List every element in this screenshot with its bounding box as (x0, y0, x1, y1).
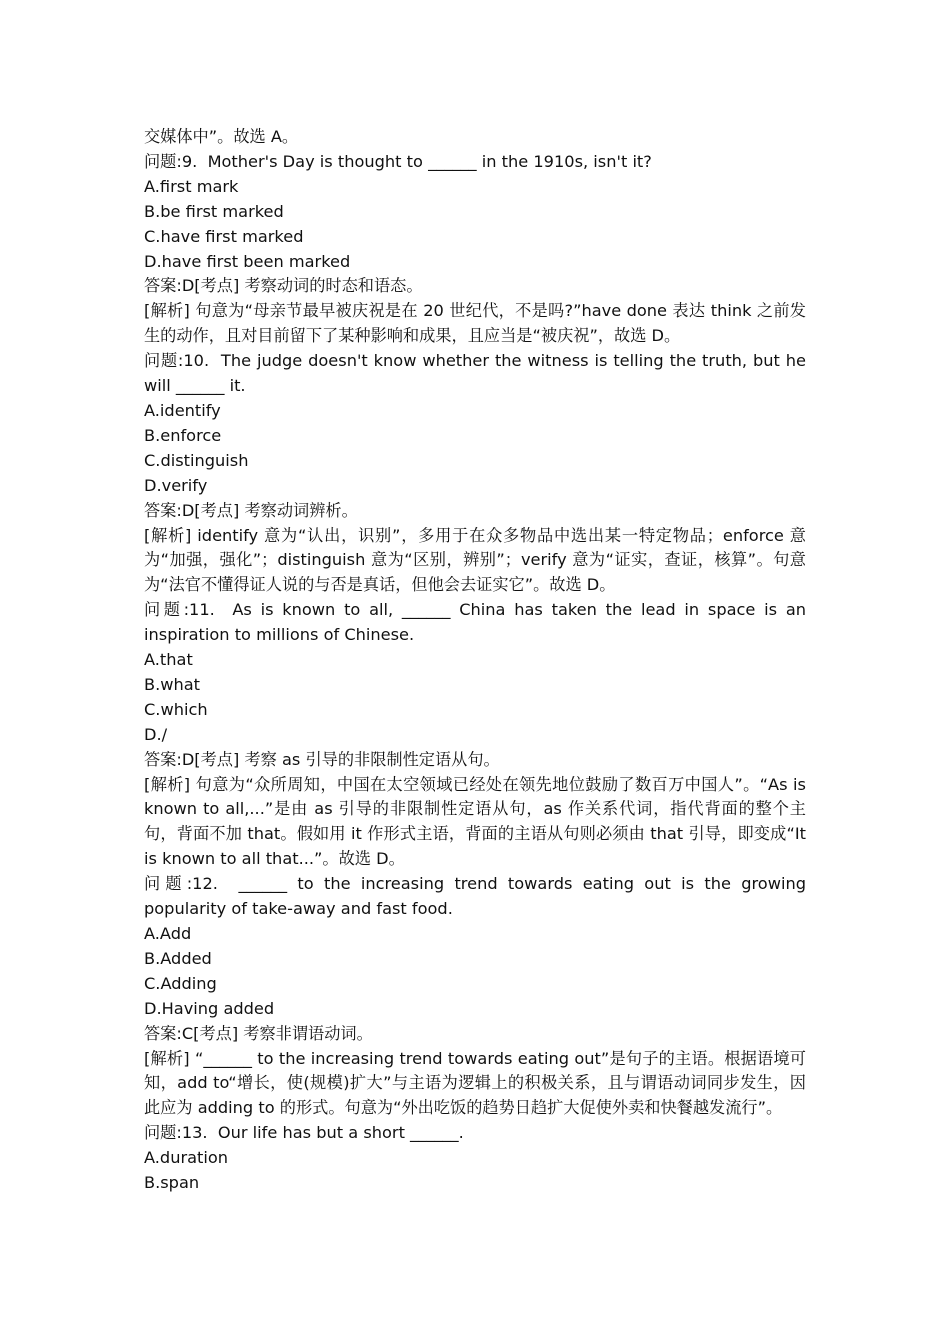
option-c: C.distinguish (144, 450, 249, 470)
analysis-12: [解析] “______ to the increasing trend towards eating out”是句子的主语。根据语境可知，add to“增长，使(规模)扩大”与主语为逻辑上的积极关系，且与谓语动词同步发生，因此应为 adding to 的形式。句意为“外出吃饭的趋势日趋扩大促使外卖和快餐越发流行”。 (144, 1048, 806, 1118)
option-a: A.first mark (144, 176, 239, 196)
analysis-9: [解析] 句意为“母亲节最早被庆祝是在 20 世纪代，不是吗?”have done 表达 think 之前发生的动作，且对目前留下了某种影响和成果，且应当是“被庆祝”，故选 D。 (144, 301, 806, 346)
option-a: A.identify (144, 400, 221, 420)
analysis-11: [解析] 句意为“众所周知，中国在太空领域已经处在领先地位鼓励了数百万中国人”。“As is known to all,...”是由 as 引导的非限制性定语从句，as 作关系代词，指代背面的整个主句，背面不加 that。假如用 it 作形式主语，背面的主语从句则必须由 that 引导，即变成“It is known to all that...”。故选 D。 (144, 774, 812, 869)
option-c: C.which (144, 699, 208, 719)
answer-9: 答案:D[考点] 考察动词的时态和语态。 (144, 276, 423, 296)
option-a: A.duration (144, 1148, 229, 1168)
option-b: B.be first marked (144, 201, 284, 221)
answer-11: 答案:D[考点] 考察 as 引导的非限制性定语从句。 (144, 749, 500, 769)
option-a: A.Add (144, 924, 192, 943)
text-line: 交媒体中”。故选 A。 (144, 127, 299, 146)
option-d: D.verify (144, 475, 208, 495)
option-b: B.what (144, 674, 201, 694)
option-b: B.span (144, 1173, 200, 1193)
option-a: A.that (144, 650, 193, 670)
question-10: 问题:10. The judge doesn't know whether the witness is telling the truth, but he will ______ it. (144, 351, 812, 396)
analysis-10: [解析] identify 意为“认出，识别”，多用于在众多物品中选出某一特定物品；enforce 意为“加强，强化”；distinguish 意为“区别，辨别”；verify 意为“证实，查证，核算”。句意为“法官不懂得证人说的与否是真话，但他会去证实它”。故选 D。 (144, 525, 806, 595)
question-13: 问题:13. Our life has but a short ______. (144, 1123, 464, 1143)
option-c: C.Adding (144, 973, 217, 993)
option-c: C.have first marked (144, 226, 304, 246)
document-page (144, 125, 812, 1196)
question-9: 问题:9. Mother's Day is thought to ______ in the 1910s, isn't it? (144, 151, 652, 171)
answer-10: 答案:D[考点] 考察动词辨析。 (144, 500, 358, 520)
option-d: D.have first been marked (144, 251, 351, 271)
answer-12: 答案:C[考点] 考察非谓语动词。 (144, 1023, 373, 1043)
option-b: B.Added (144, 948, 212, 968)
option-b: B.enforce (144, 425, 222, 445)
option-d: D.Having added (144, 998, 275, 1018)
option-d: D./ (144, 724, 168, 744)
question-11: 问题:11. As is known to all, ______ China has taken the lead in space is an inspiration to millions of Chinese. (144, 600, 812, 645)
question-12: 问题:12. ______ to the increasing trend towards eating out is the growing popularity of take-away and fast food. (144, 874, 812, 919)
